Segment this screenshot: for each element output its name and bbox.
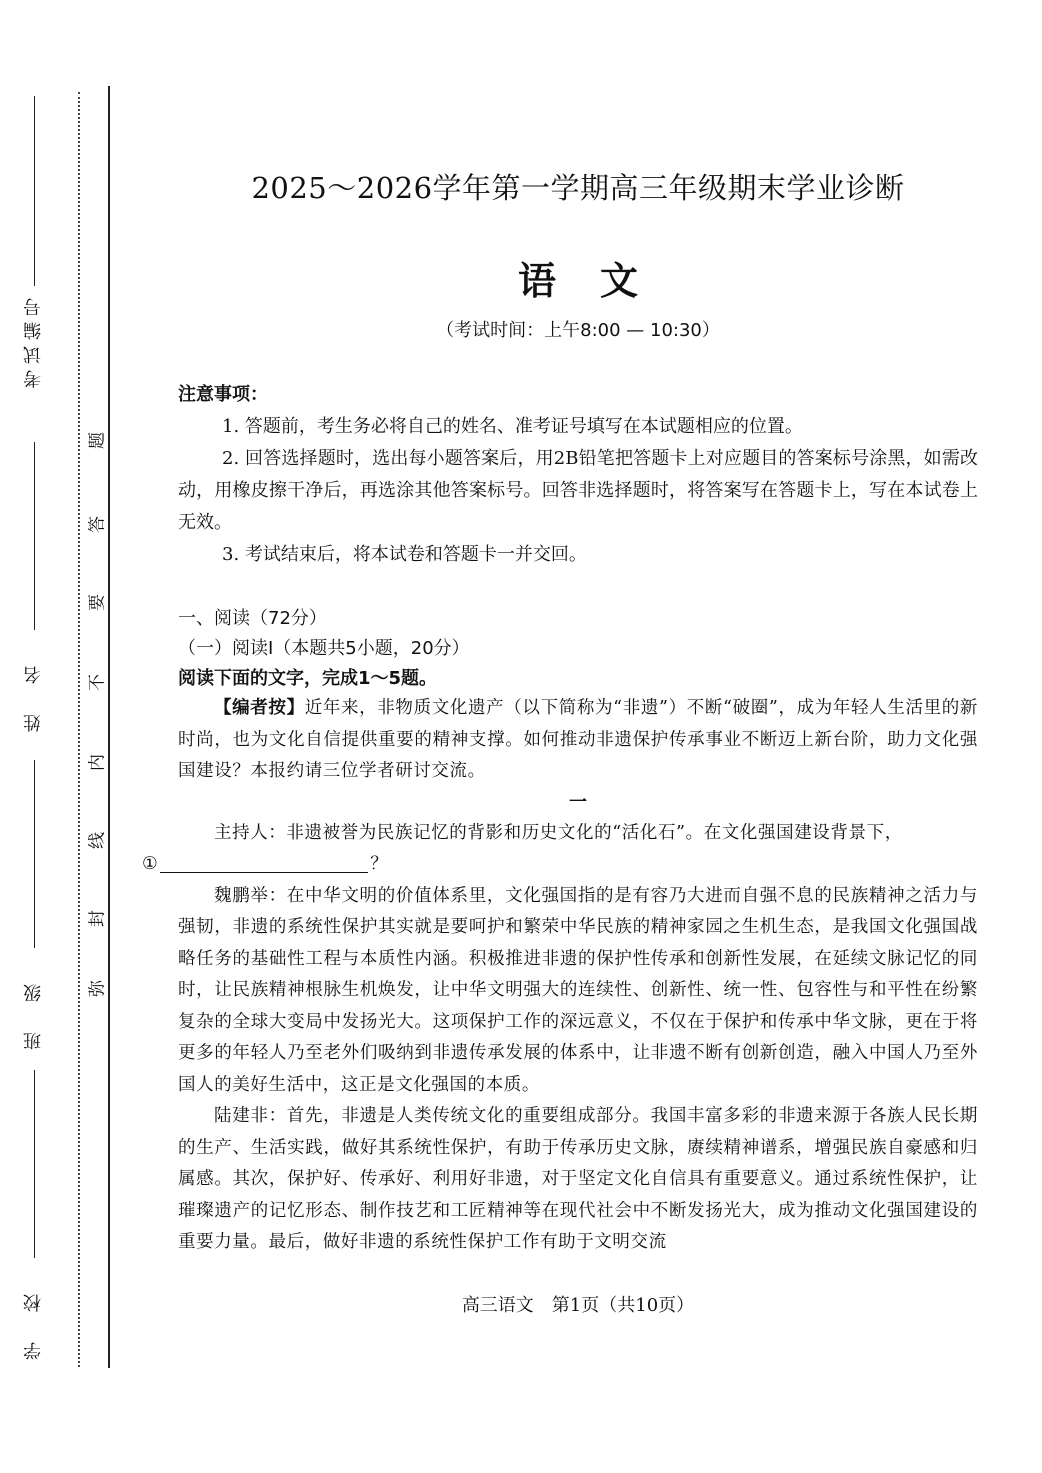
class-label: 班级 xyxy=(23,954,44,1050)
fill-blank-1[interactable] xyxy=(160,852,368,873)
editor-note xyxy=(178,693,978,788)
field-exam-number xyxy=(22,96,46,388)
exam-number-label: 考试编号 xyxy=(23,292,44,388)
notes-list xyxy=(178,411,978,571)
field-class xyxy=(22,760,46,1050)
section-heading: 一、阅读（72分） xyxy=(178,608,327,629)
seal-char: 封 xyxy=(87,910,108,927)
blank-end: ？ xyxy=(370,854,389,874)
school-line[interactable] xyxy=(34,1070,35,1258)
blank-marker: ① xyxy=(142,854,159,874)
seal-char: 内 xyxy=(87,754,108,771)
host-text: 主持人：非遗被誉为民族记忆的背影和历史文化的“活化石”。在文化强国建设背景下， xyxy=(214,822,903,843)
field-school xyxy=(22,1070,46,1360)
perforation-line xyxy=(78,92,80,1367)
exam-title: 2025～2026学年第一学期高三年级期末学业诊断 xyxy=(251,171,905,205)
exam-number-line[interactable] xyxy=(34,96,35,286)
note-item: 3. 考试结束后，将本试卷和答题卡一并交回。 xyxy=(222,544,587,565)
lu-paragraph: 陆建非：首先，非遗是人类传统文化的重要组成部分。我国丰富多彩的非遗来源于各族人民长期的生产、生活实践，做好其系统性保护，有助于传承历史文脉，赓续精神谱系，增强民族自豪感和归属感。其次，保护好、传承好、利用好非遗，对于坚定文化自信具有重要意义。通过系统性保护，让璀璨遗产的记忆形态、制作技艺和工匠精神等在现代社会中不断发扬光大，成为推动文化强国建设的重要力量。最后，做好非遗的系统性保护工作有助于文明交流 xyxy=(178,1106,978,1252)
field-name xyxy=(22,442,46,732)
editor-label: 【编者按】 xyxy=(214,698,305,718)
seal-char: 要 xyxy=(87,594,108,611)
wei-paragraph: 魏鹏举：在中华文明的价值体系里，文化强国指的是有容乃大进而自强不息的民族精神之活力与强韧，非遗的系统性保护其实就是要呵护和繁荣中华民族的精神家园之生机生态，是我国文化强国战略任务的基础性工程与本质性内涵。积极推进非遗的保护性传承和创新性发展，在延续文脉记忆的同时，让民族精神根脉生机焕发，让中华文明强大的连续性、创新性、统一性、包容性与和平性在纷繁复杂的全球大变局中发扬光大。这项保护工作的深远意义，不仅在于保护和传承中华文脉，更在于将更多的年轻人乃至老外们吸纳到非遗传承发展的体系中，让非遗不断有创新创造，融入中国人乃至外国人的美好生活中，这正是文化强国的本质。 xyxy=(178,885,978,1095)
seal-char: 弥 xyxy=(87,980,108,997)
seal-char: 不 xyxy=(87,674,108,691)
reading-instruction: 阅读下面的文字，完成1～5题。 xyxy=(178,668,438,689)
class-line[interactable] xyxy=(34,760,35,948)
subject-title: 语文 xyxy=(517,259,682,303)
seal-char: 题 xyxy=(87,432,108,449)
notes-title: 注意事项： xyxy=(178,384,268,405)
page-footer: 高三语文 第1页（共10页） xyxy=(461,1295,695,1316)
host-paragraph xyxy=(142,818,978,881)
binding-line xyxy=(108,86,110,1368)
subsection-heading: （一）阅读Ⅰ（本题共5小题，20分） xyxy=(178,638,470,659)
name-label: 姓名 xyxy=(23,636,44,732)
note-item: 1. 答题前，考生务必将自己的姓名、准考证号填写在本试题相应的位置。 xyxy=(222,416,803,437)
part-number: 一 xyxy=(569,791,587,813)
article-body xyxy=(142,693,979,1259)
seal-char: 答 xyxy=(87,516,108,533)
school-label: 学校 xyxy=(23,1264,44,1360)
exam-time: （考试时间：上午8:00 — 10:30） xyxy=(436,320,720,341)
editor-note-text: 近年来，非物质文化遗产（以下简称为“非遗”）不断“破圈”，成为年轻人生活里的新时尚，也为文化自信提供重要的精神支撑。如何推动非遗保护传承事业不断迈上新台阶，助力文化强国建设？本报约请三位学者研讨交流。 xyxy=(178,698,979,781)
seal-char: 线 xyxy=(87,832,108,849)
note-item: 2. 回答选择题时，选出每小题答案后，用2B铅笔把答题卡上对应题目的答案标号涂黑，如需改动，用橡皮擦干净后，再选涂其他答案标号。回答非选择题时，将答案写在答题卡上，写在本试卷上无效。 xyxy=(178,448,978,533)
name-line[interactable] xyxy=(34,442,35,630)
